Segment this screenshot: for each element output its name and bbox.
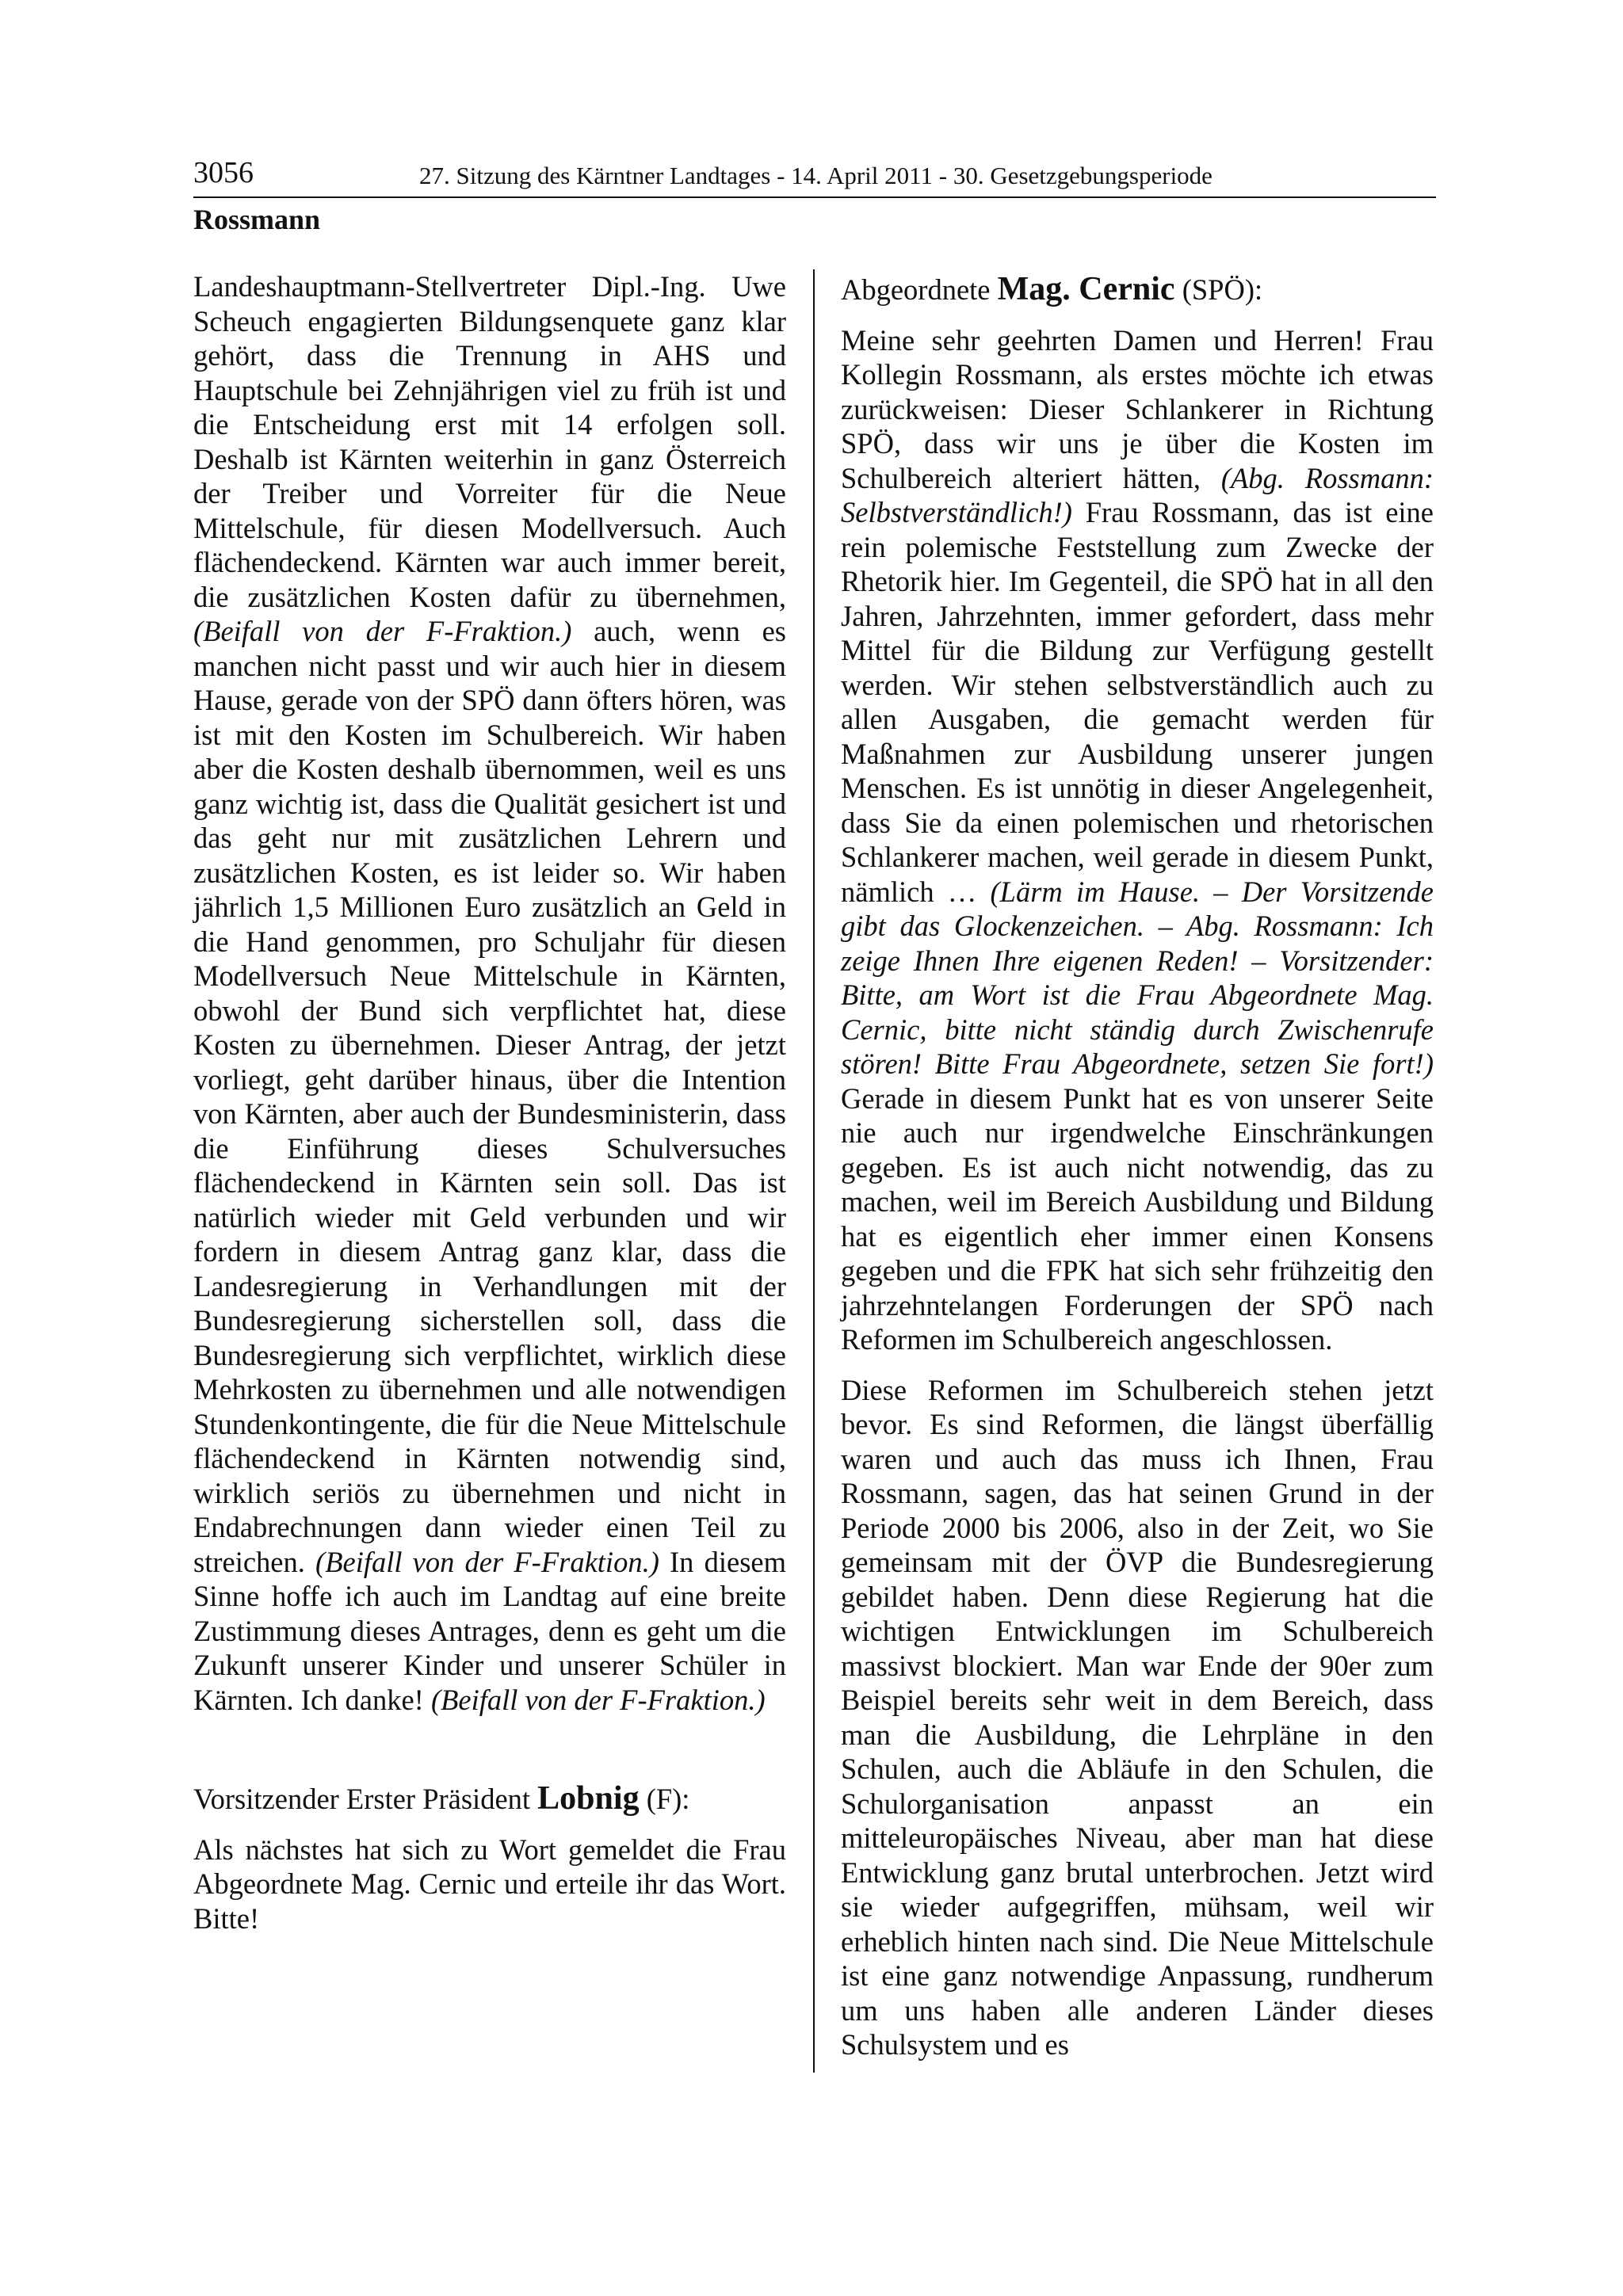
speaker-heading-cernic xyxy=(841,273,1434,307)
speaker-prefix: Abgeordnete xyxy=(841,273,998,306)
speaker-suffix: (SPÖ): xyxy=(1174,273,1263,306)
header-rule xyxy=(193,196,1436,198)
speaker-prefix: Vorsitzender Erster Präsident xyxy=(193,1783,538,1815)
text-run: In diesem Sinne hoffe ich auch im Landtag auf eine breite Zustimmung dieses Antrages, denn es geht um die Zukunft unserer Kinder und unserer Schüler in Kärnten. Ich danke! xyxy=(193,1545,786,1716)
left-paragraph-2: Als nächstes hat sich zu Wort gemeldet die Frau Abgeordnete Mag. Cernic und erteile ihr das Wort. Bitte! xyxy=(193,1833,786,1935)
text-run: Meine sehr geehrten Damen und Herren! Frau Kollegin Rossmann, als erstes möchte ich etwas zurückweisen: Dieser Schlankerer in Richtung SPÖ, dass wir uns je über die Kosten im Schulbereich alteriert hätten, xyxy=(841,323,1434,494)
speaker-name: Lobnig xyxy=(537,1780,640,1817)
running-speaker-tag: Rossmann xyxy=(193,204,321,235)
column-divider xyxy=(813,269,815,2073)
text-run: Gerade in diesem Punkt hat es von unserer Seite nie auch nur irgendwelche Einschränkungen gegeben. Es ist auch nicht notwendig, das zu machen, weil im Bereich Ausbildung und Bildung hat es eigentlich eher immer einen Konsens gegeben und die FPK hat sich sehr frühzeitig den jahrzehntelangen Forderungen der SPÖ nach Reformen im Schulbereich angeschlossen. xyxy=(841,1081,1434,1356)
speaker-name: Mag. Cernic xyxy=(997,271,1175,307)
speaker-suffix: (F): xyxy=(639,1783,690,1815)
interjection: (Lärm im Hause. – Der Vorsitzende gibt das Glockenzeichen. – Abg. Rossmann: Ich zeige Ihnen Ihre eigenen Reden! – Vorsitzender: Bitte, am Wort ist die Frau Abgeordnete Mag. Cernic, bitte nicht ständig durch Zwischenrufe stören! Bitte Frau Abgeordnete, setzen Sie fort!) xyxy=(841,875,1434,1080)
page-header xyxy=(193,155,1436,198)
session-line: 27. Sitzung des Kärntner Landtages - 14. April 2011 - 30. Gesetzgebungsperiode xyxy=(419,162,1212,189)
left-paragraph-1 xyxy=(193,269,786,1717)
interjection: (Beifall von der F-Fraktion.) xyxy=(315,1545,659,1578)
interjection: (Beifall von der F-Fraktion.) xyxy=(193,615,572,647)
right-paragraph-1 xyxy=(841,323,1434,1357)
page-number: 3056 xyxy=(193,156,254,189)
speaker-heading-lobnig xyxy=(193,1782,786,1817)
interjection: (Beifall von der F-Fraktion.) xyxy=(430,1683,766,1716)
text-run: Landeshauptmann-Stellvertreter Dipl.-Ing. Uwe Scheuch engagierten Bildungsenquete ganz klar gehört, dass die Trennung in AHS und Hauptschule bei Zehnjährigen viel zu früh ist und die Entscheidung erst mit 14 erfolgen soll. Deshalb ist Kärnten weiterhin in ganz Österreich der Treiber und Vorreiter für die Neue Mittelschule, für diesen Modellversuch. Auch flächendeckend. Kärnten war auch immer bereit, die zusätzlichen Kosten dafür zu übernehmen, xyxy=(193,270,786,613)
text-run: auch, wenn es manchen nicht passt und wir auch hier in diesem Hause, gerade von der SPÖ dann öfters hören, was ist mit den Kosten im Schulbereich. Wir haben aber die Kosten deshalb übernommen, weil es uns ganz wichtig ist, dass die Qualität gesichert ist und das geht nur mit zusätzlichen Lehrern und zusätzlichen Kosten, es ist leider so. Wir haben jährlich 1,5 Millionen Euro zusätzlich an Geld in die Hand genommen, pro Schuljahr für diesen Modellversuch Neue Mittelschule in Kärnten, obwohl der Bund sich verpflichtet hat, diese Kosten zu übernehmen. Dieser Antrag, der jetzt vorliegt, geht darüber hinaus, über die Intention von Kärnten, aber auch der Bundesministerin, dass die Einführung dieses Schulversuches flächendeckend in Kärnten sein soll. Das ist natürlich wieder mit Geld verbunden und wir fordern in diesem Antrag ganz klar, dass die Landesregierung in Verhandlungen mit der Bundesregierung sicherstellen soll, dass die Bundesregierung sich verpflichtet, wirklich diese Mehrkosten zu übernehmen und alle notwendigen Stundenkontingente, die für die Neue Mittelschule flächendeckend in Kärnten notwendig sind, wirklich seriös zu übernehmen und nicht in Endabrechnungen dann wieder einen Teil zu streichen. xyxy=(193,615,786,1578)
left-column xyxy=(193,269,786,1936)
right-column xyxy=(841,273,1434,2062)
right-paragraph-2: Diese Reformen im Schulbereich stehen jetzt bevor. Es sind Reformen, die längst überfällig waren und auch das muss ich Ihnen, Frau Rossmann, sagen, das hat seinen Grund in der Periode 2000 bis 2006, also in der Zeit, wo Sie gemeinsam mit der ÖVP die Bundesregierung gebildet haben. Denn diese Regierung hat die wichtigen Entwicklungen im Schulbereich massivst blockiert. Man war Ende der 90er zum Beispiel bereits sehr weit in dem Bereich, dass man die Ausbildung, die Lehrpläne in den Schulen, auch die Abläufe in den Schulen, die Schulorganisation anpasst an ein mitteleuropäisches Niveau, aber man hat diese Entwicklung ganz brutal unterbrochen. Jetzt wird sie wieder aufgegriffen, mühsam, weil wir erheblich hinten nach sind. Die Neue Mittelschule ist eine ganz notwendige Anpassung, rundherum um uns haben alle anderen Länder dieses Schulsystem und es xyxy=(841,1373,1434,2061)
interjection: (Abg. Rossmann: Selbstverständlich!) xyxy=(841,461,1434,528)
text-run: Frau Rossmann, das ist eine rein polemische Feststellung zum Zwecke der Rhetorik hier. Im Gegenteil, die SPÖ hat in all den Jahren, Jahrzehnten, immer gefordert, dass mehr Mittel für die Bildung zur Verfügung gestellt werden. Wir stehen selbstverständlich auch zu allen Ausgaben, die gemacht werden für Maßnahmen zur Ausbildung unserer jungen Menschen. Es ist unnötig in dieser Angelegenheit, dass Sie da einen polemischen und rhetorischen Schlankerer machen, weil gerade in diesem Punkt, nämlich … xyxy=(841,496,1434,908)
